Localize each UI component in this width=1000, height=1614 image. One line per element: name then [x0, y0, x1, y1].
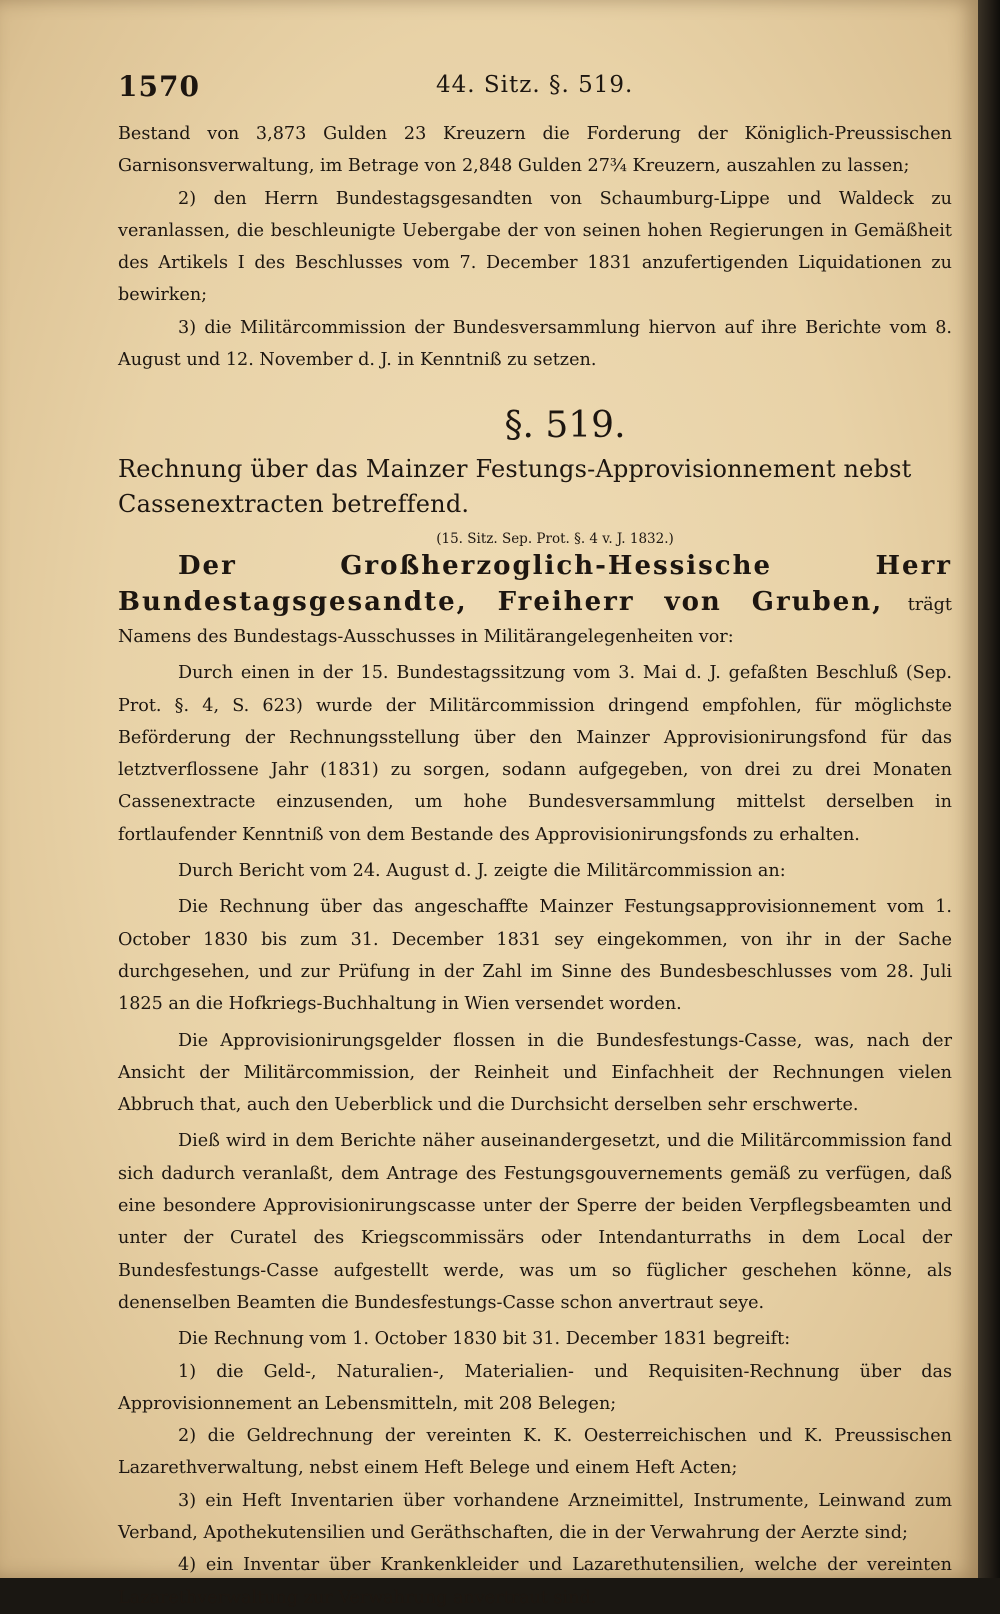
section-title: Rechnung über das Mainzer Festungs-Approvisionnement nebst Cassenextracten betreffend.: [118, 455, 912, 519]
intro-paragraph: Bestand von 3,873 Gulden 23 Kreuzern die Forderung der Königlich-Preussischen Garnisonsverwaltung, im Betrage von 2,848 Gulden 27¾ Kreuzern, auszahlen zu lassen;: [118, 124, 952, 177]
section-number: §. 519.: [504, 405, 626, 447]
paragraph: Dieß wird in dem Berichte näher auseinandergesetzt, und die Militärcommission fand sich dadurch veranlaßt, dem Antrage des Festungsgouvernements gemäß zu verfügen, daß eine besondere Approvisionirungscasse unter der Sperre der beiden Verpflegsbeamten und unter der Curatel des Kriegscommissärs oder Intendanturraths in dem Local der Bundesfestungs-Casse aufgestellt werde, was um so füglicher geschehen könne, als denenselben Beamten die Bundesfestungs-Casse schon anvertraut seye.: [118, 1131, 952, 1313]
paragraph: Die Approvisionirungsgelder flossen in die Bundesfestungs-Casse, was, nach der Ansicht der Militärcommission, der Reinheit und Einfachheit der Rechnungen vielen Abbruch that, auch den Ueberblick und die Durchsicht derselben sehr erschwerte.: [118, 1030, 952, 1116]
speech-intro: trägt Namens des Bundestags-Ausschusses in Militärangelegenheiten vor:: [118, 594, 952, 647]
page-header: [118, 70, 948, 110]
page-number: 1570: [118, 70, 200, 103]
list-item: 4) ein Inventar über Krankenkleider und Lazarethutensilien, welche der vereinten Lazarethverwaltung zur Verwahrung anvertraut sind.: [118, 1555, 952, 1608]
book-spine-edge: [978, 0, 1000, 1578]
paragraph: Die Rechnung über das angeschaffte Mainzer Festungsapprovisionnement vom 1. October 1830 bis zum 31. December 1831 sey eingekommen, von ihr in der Sache durchgesehen, und zur Prüfung in der Zahl im Sinne des Bundesbeschlusses vom 28. Juli 1825 an die Hofkriegs-Buchhaltung in Wien versendet worden.: [118, 897, 952, 1015]
section-reference: (15. Sitz. Sep. Prot. §. 4 v. J. 1832.): [436, 531, 674, 548]
running-head: 44. Sitz. §. 519.: [436, 72, 634, 98]
list-item: 2) die Geldrechnung der vereinten K. K. Oesterreichischen und K. Preussischen Lazarethverwaltung, nebst einem Heft Belege und einem Heft Acten;: [118, 1426, 952, 1479]
intro-item-2: 2) den Herrn Bundestagsgesandten von Schaumburg-Lippe und Waldeck zu veranlassen, die beschleunigte Uebergabe der von seinen hohen Regierungen in Gemäßheit des Artikels I des Beschlusses vom 7. December 1831 anzufertigenden Liquidationen zu bewirken;: [118, 188, 952, 306]
list-item: 1) die Geld-, Naturalien-, Materialien- und Requisiten-Rechnung über das Approvisionnement an Lebensmitteln, mit 208 Belegen;: [118, 1361, 952, 1414]
page-body: [118, 118, 952, 1614]
speech-lead: [118, 550, 952, 653]
list-item: 3) ein Heft Inventarien über vorhandene Arzneimittel, Instrumente, Leinwand zum Verband, Apothekutensilien und Geräthschaften, die in der Verwahrung der Aerzte sind;: [118, 1490, 952, 1543]
paragraph: Durch einen in der 15. Bundestagssitzung vom 3. Mai d. J. gefaßten Beschluß (Sep. Prot. §. 4, S. 623) wurde der Militärcommission dringend empfohlen, für möglichste Beförderung der Rechnungsstellung über den Mainzer Approvisionirungsfond für das letztverflossene Jahr (1831) zu sorgen, sodann aufgegeben, von drei zu drei Monaten Cassenextracte einzusenden, um hohe Bundesversammlung mittelst derselben in fortlaufender Kenntniß von dem Bestande des Approvisionirungsfonds zu erhalten.: [118, 663, 952, 845]
paragraph: Die Rechnung vom 1. October 1830 bit 31. December 1831 begreift:: [178, 1329, 791, 1350]
speaker-name: Der Großherzoglich-Hessische Herr Bundestagsgesandte, Freiherr von Gruben,: [118, 551, 952, 617]
paragraph: Durch Bericht vom 24. August d. J. zeigte die Militärcommission an:: [178, 861, 786, 882]
intro-item-3: 3) die Militärcommission der Bundesversammlung hiervon auf ihre Berichte vom 8. August und 12. November d. J. in Kenntniß zu setzen.: [118, 317, 952, 371]
